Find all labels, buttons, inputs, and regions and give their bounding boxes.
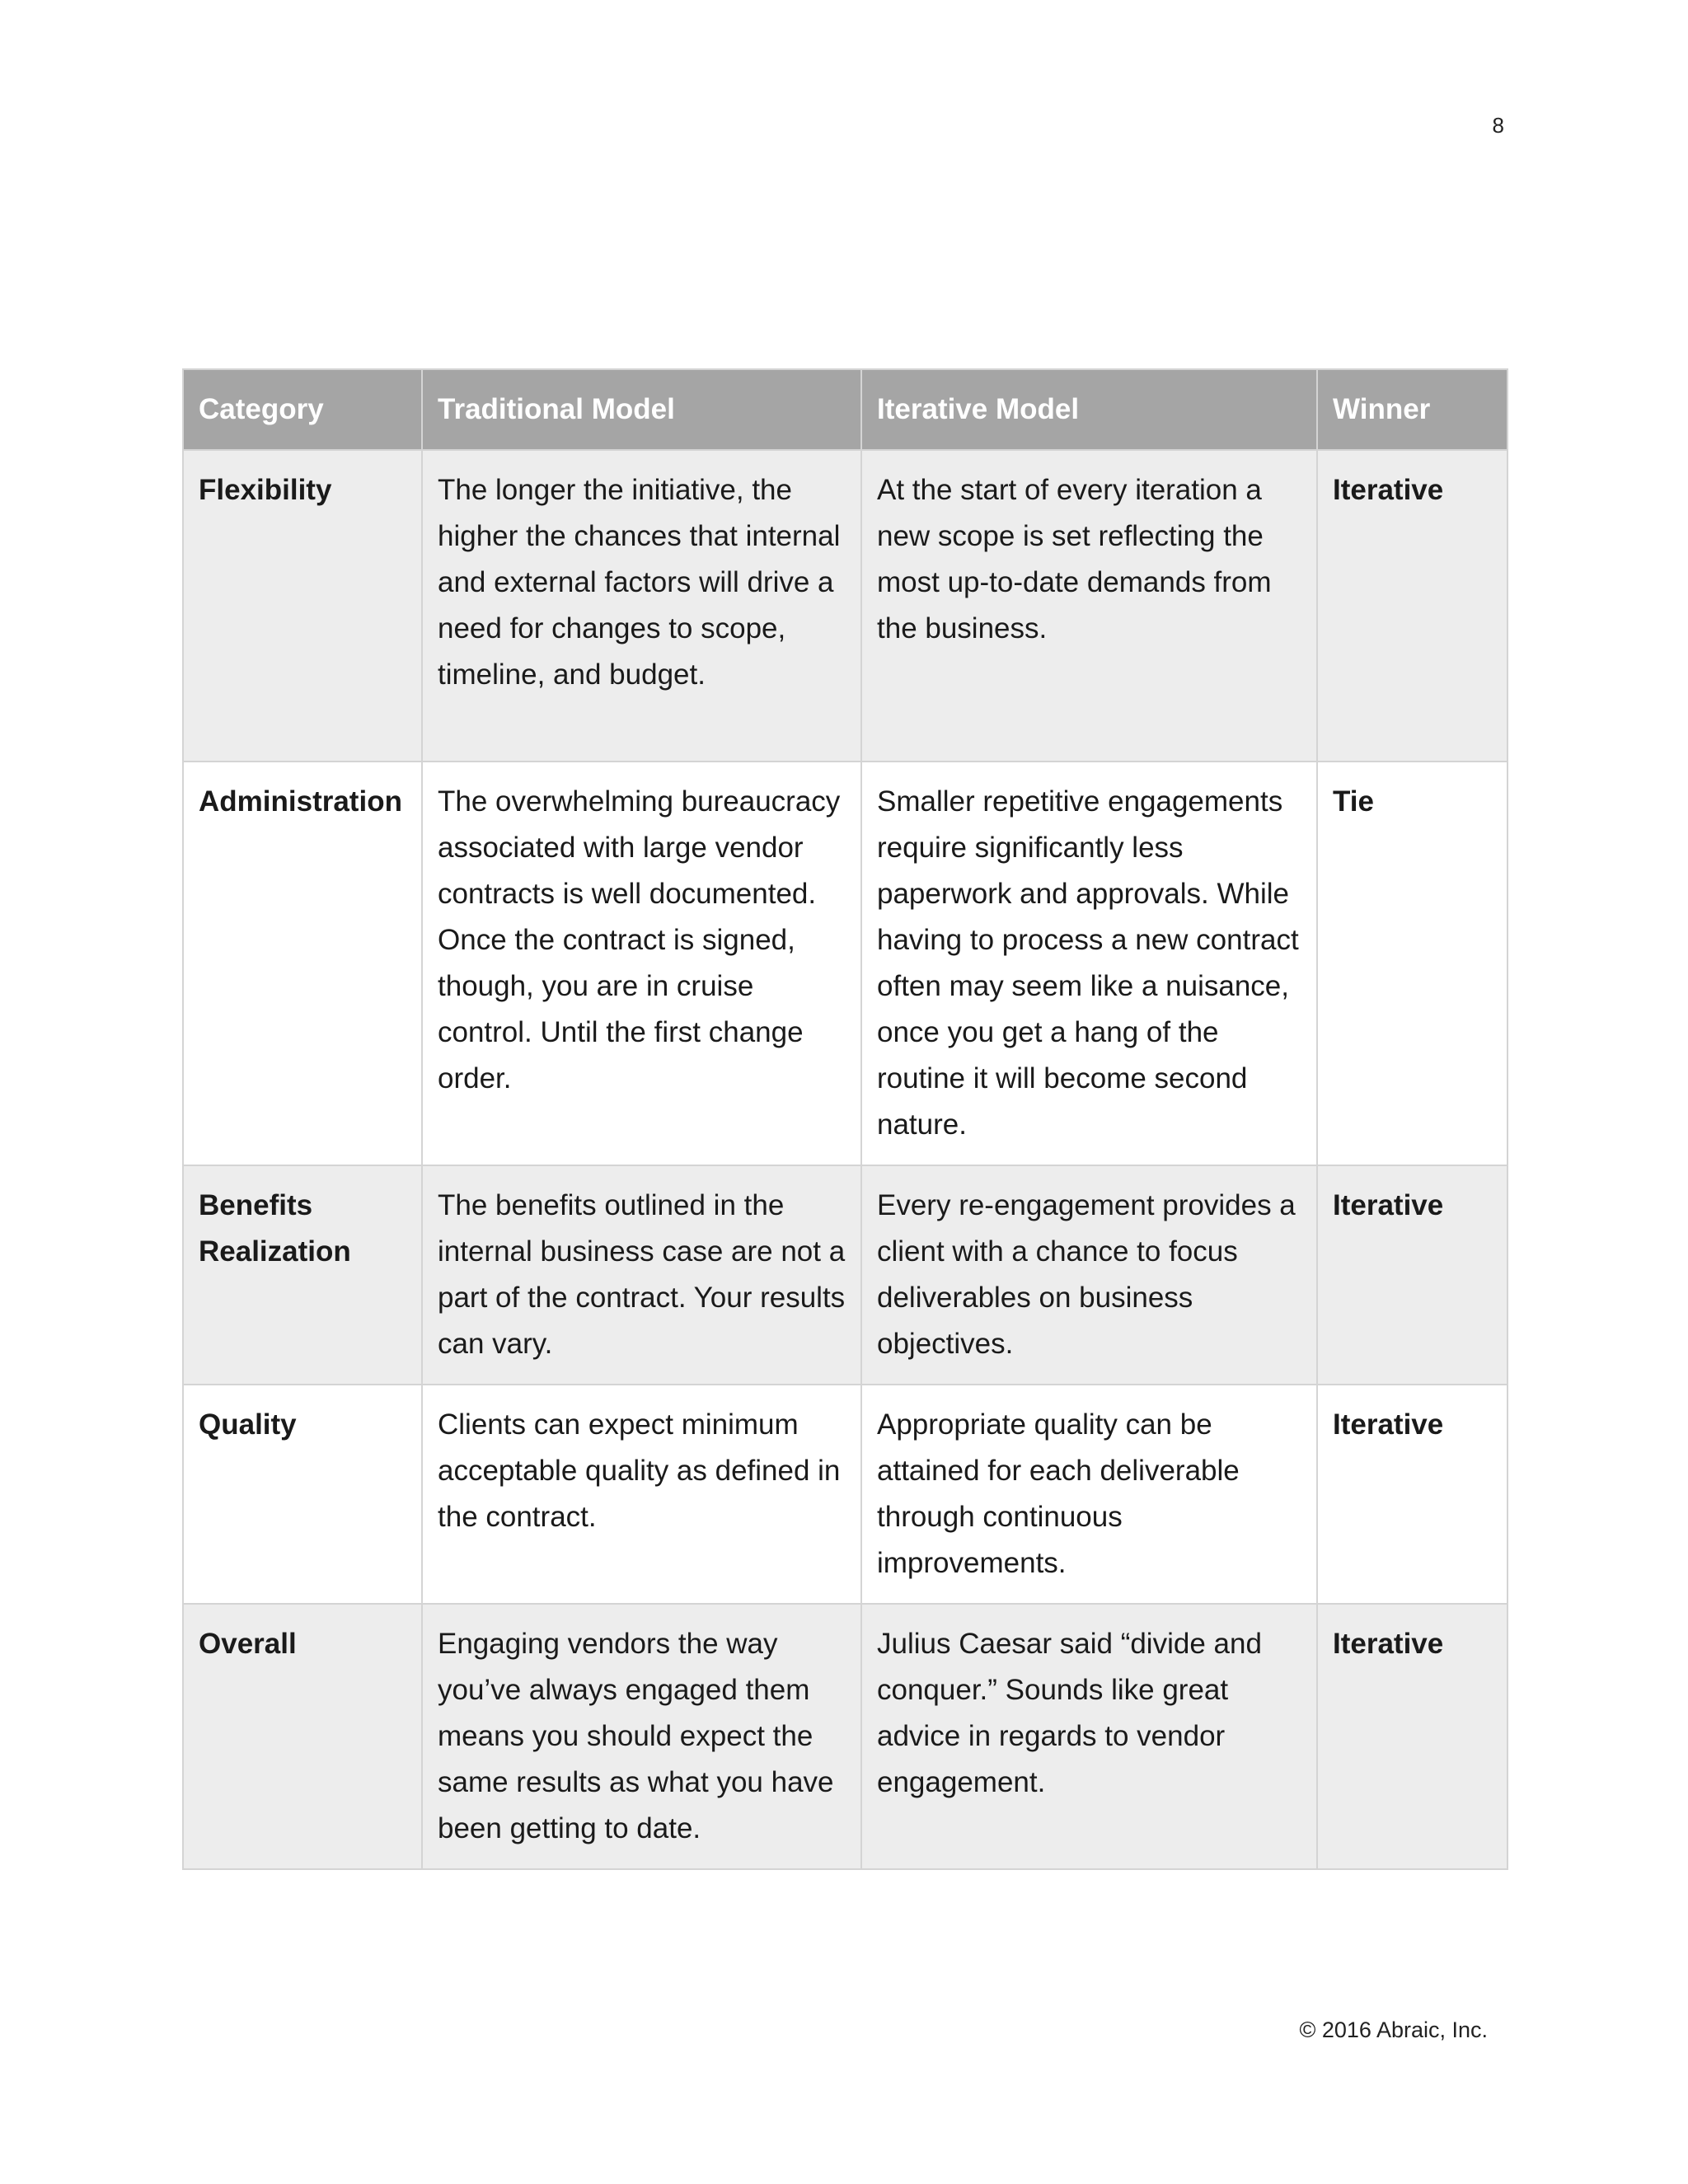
row-iterative: Julius Caesar said “divide and conquer.” Sounds like great advice in regards to vendor engagement. (861, 1604, 1317, 1869)
header-category: Category (183, 369, 422, 450)
row-traditional: The longer the initiative, the higher the chances that internal and external factors will drive a need for changes to scope, timeline, and budget. (422, 450, 861, 762)
row-category: Benefits Realization (183, 1165, 422, 1385)
page-number: 8 (1492, 113, 1504, 138)
table-row (183, 1604, 1507, 1869)
header-winner: Winner (1317, 369, 1507, 450)
row-winner: Iterative (1317, 1165, 1507, 1385)
row-category: Flexibility (183, 450, 422, 762)
table-row (183, 1165, 1507, 1385)
header-iterative-model: Iterative Model (861, 369, 1317, 450)
row-category: Overall (183, 1604, 422, 1869)
header-traditional-model: Traditional Model (422, 369, 861, 450)
row-iterative: Smaller repetitive engagements require significantly less paperwork and approvals. While having to process a new contract often may seem like a nuisance, once you get a hang of the routine it will become second nature. (861, 762, 1317, 1165)
row-winner: Tie (1317, 762, 1507, 1165)
row-category: Quality (183, 1385, 422, 1604)
comparison-table (182, 368, 1508, 1870)
row-category: Administration (183, 762, 422, 1165)
footer-copyright: © 2016 Abraic, Inc. (1299, 2018, 1488, 2042)
table-row (183, 762, 1507, 1165)
table-row (183, 1385, 1507, 1604)
row-iterative: Every re-engagement provides a client with a chance to focus deliverables on business objectives. (861, 1165, 1317, 1385)
row-iterative: Appropriate quality can be attained for each deliverable through continuous improvements. (861, 1385, 1317, 1604)
row-winner: Iterative (1317, 450, 1507, 762)
row-winner: Iterative (1317, 1385, 1507, 1604)
table-row (183, 450, 1507, 762)
row-traditional: Engaging vendors the way you’ve always engaged them means you should expect the same results as what you have been getting to date. (422, 1604, 861, 1869)
row-traditional: The overwhelming bureaucracy associated with large vendor contracts is well documented. Once the contract is signed, though, you are in cruise control. Until the first change order. (422, 762, 861, 1165)
row-traditional: Clients can expect minimum acceptable quality as defined in the contract. (422, 1385, 861, 1604)
table-header-row (183, 369, 1507, 450)
row-traditional: The benefits outlined in the internal business case are not a part of the contract. Your results can vary. (422, 1165, 861, 1385)
row-winner: Iterative (1317, 1604, 1507, 1869)
row-iterative: At the start of every iteration a new scope is set reflecting the most up-to-date demands from the business. (861, 450, 1317, 762)
